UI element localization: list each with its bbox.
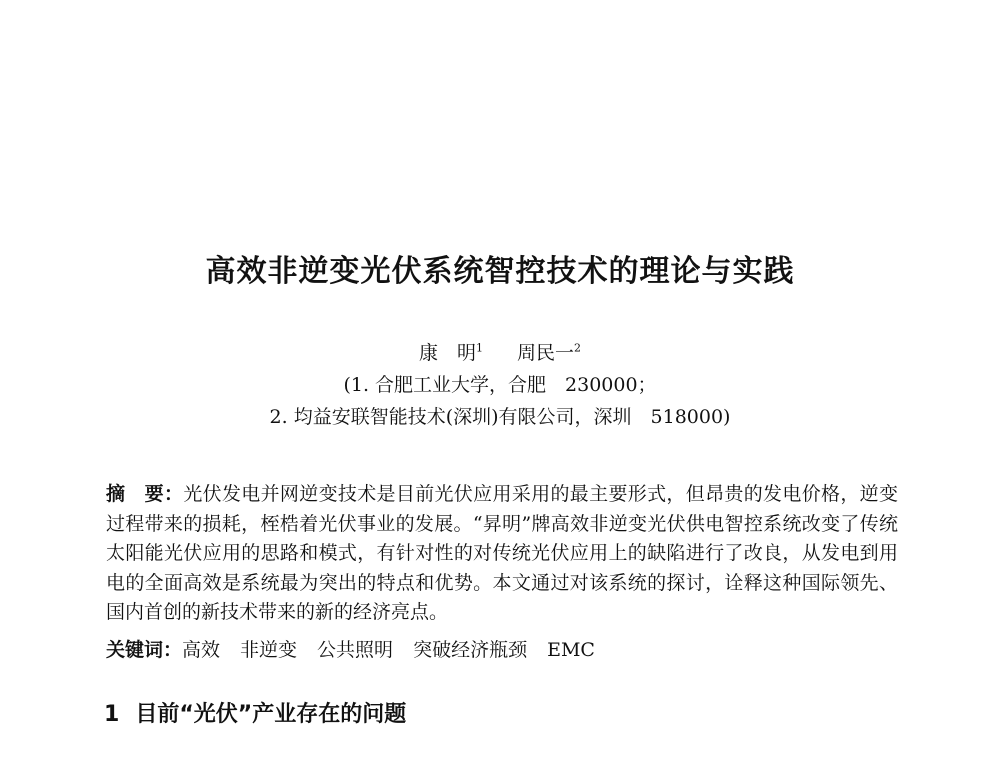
author-line — [0, 340, 1000, 366]
keywords-label: 关键词： — [106, 639, 183, 661]
section-title: 目前“光伏”产业存在的问题 — [135, 702, 407, 727]
affiliation-2: 2. 均益安联智能技术(深圳)有限公司，深圳 518000) — [269, 406, 731, 428]
keyword-4: 突破经济瓶颈 — [413, 639, 528, 661]
section-number: 1 — [104, 702, 120, 727]
author-2-name: 周民一 — [517, 342, 575, 364]
keyword-1: 高效 — [182, 639, 221, 661]
author-1-affiliation-mark: 1 — [475, 341, 483, 355]
keyword-3: 公共照明 — [317, 639, 394, 661]
section-heading — [104, 700, 406, 730]
author-2-affiliation-mark: 2 — [574, 341, 582, 355]
abstract — [106, 480, 898, 628]
keyword-5: EMC — [547, 639, 595, 661]
abstract-label: 摘 要： — [106, 483, 184, 505]
keywords — [106, 636, 898, 664]
abstract-text: 光伏发电并网逆变技术是目前光伏应用采用的最主要形式，但昂贵的发电价格，逆变过程带来的损耗，桎梏着光伏事业的发展。“昇明”牌高效非逆变光伏供电智控系统改变了传统太阳能光伏应用的思路和模式，有针对性的对传统光伏应用上的缺陷进行了改良，从发电到用电的全面高效是系统最为突出的特点和优势。本文通过对该系统的探讨，诠释这种国际领先、国内首创的新技术带来的新的经济亮点。 — [106, 483, 898, 623]
paper-title: 高效非逆变光伏系统智控技术的理论与实践 — [205, 254, 795, 289]
keyword-2: 非逆变 — [240, 639, 298, 661]
author-1-name: 康 明 — [418, 342, 476, 364]
author-2 — [517, 340, 581, 366]
author-1 — [419, 340, 483, 366]
affiliation-1: (1. 合肥工业大学，合肥 230000； — [343, 374, 657, 396]
